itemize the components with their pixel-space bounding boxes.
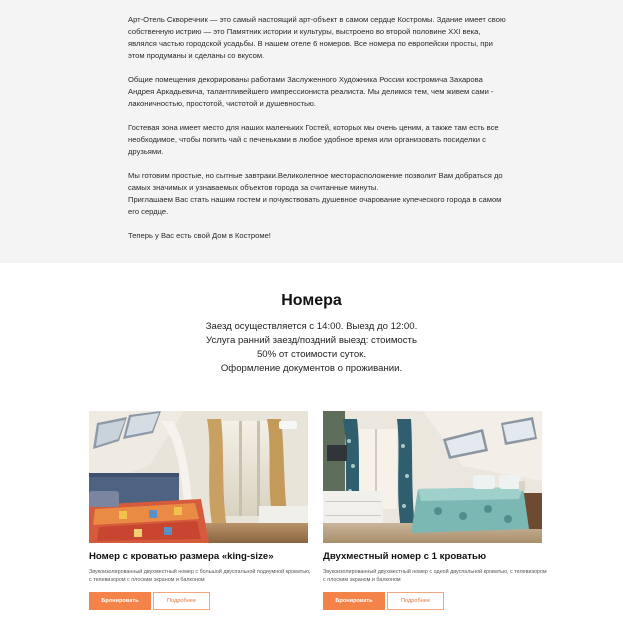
details-button[interactable]: Подробнее: [387, 592, 444, 610]
room-description: Звукоизолированный двухместный номер с большой двуспальной подиумной кроватью, с телевизором с плоским экраном и балконом: [89, 569, 311, 583]
rooms-info-line: Заезд осуществляется с 14:00. Выезд до 12:00.: [205, 321, 418, 332]
rooms-info-line: Услуга ранний заезд/поздний выезд: стоимость: [206, 335, 417, 346]
room-description: Звукоизолированный двухместный номер с одной двуспальной кроватью, с телевизором с плоским экраном и балконом: [323, 569, 547, 583]
room-photo-king-size[interactable]: [89, 411, 308, 543]
about-paragraph: Гостевая зона имеет место для наших маленьких Гостей, которых мы очень ценим, а также там есть все необходимое, чтобы попить чай с печеньками в любое удобное время или организовать посиделки с друзьями.: [128, 123, 499, 156]
room-photo-double[interactable]: [323, 411, 542, 543]
room-card-king-size: [89, 411, 311, 604]
about-paragraph: Общие помещения декорированы работами Заслуженного Художника России костромича Захарова Андрея Аркадьевича, талантливейшего импрессиониста реалиста. Мы делимся тем, чем живем сами - лаконичностью, простотой, чистотой и душевностью.: [128, 75, 494, 108]
room-card-double: [323, 411, 547, 604]
about-paragraph: Приглашаем Вас стать нашим гостем и почувствовать душевное очарование купеческого города в самом его сердце.: [128, 195, 502, 216]
about-paragraph: Мы готовим простые, но сытные завтраки.Великолепное месторасположение позволит Вам добраться до самых значимых и узнаваемых объектов города за считанные минуты.: [128, 171, 503, 192]
rooms-title: Номера: [281, 292, 342, 309]
room-photo-image: [89, 411, 308, 543]
about-paragraph: Арт-Отель Скворечник — это самый настоящий арт-объект в самом сердце Костромы. Здание имеет свою собственную истрию — это Памятник истории и культуры, выстроено во второй половине XXI века, являлся частью городской усадьбы. В нашем отеле 6 номеров. Все номера по европейски просты, при этом продуманы и сделаны со вкусом.: [128, 15, 506, 60]
room-photo-image: [323, 411, 542, 543]
about-text: [128, 14, 508, 254]
about-paragraph: Теперь у Вас есть свой Дом в Костроме!: [128, 231, 271, 240]
details-button[interactable]: Подробнее: [153, 592, 210, 610]
book-button[interactable]: Бронировать: [89, 592, 151, 610]
room-title[interactable]: Двухместный номер с 1 кроватью: [323, 551, 487, 562]
rooms-info-line: Оформление документов о проживании.: [220, 363, 403, 374]
about-section: [0, 0, 623, 263]
book-button[interactable]: Бронировать: [323, 592, 385, 610]
room-title[interactable]: Номер с кроватью размера «king-size»: [89, 551, 274, 562]
rooms-info-line: 50% от стоимости суток.: [256, 349, 367, 360]
rooms-info: [0, 320, 623, 376]
